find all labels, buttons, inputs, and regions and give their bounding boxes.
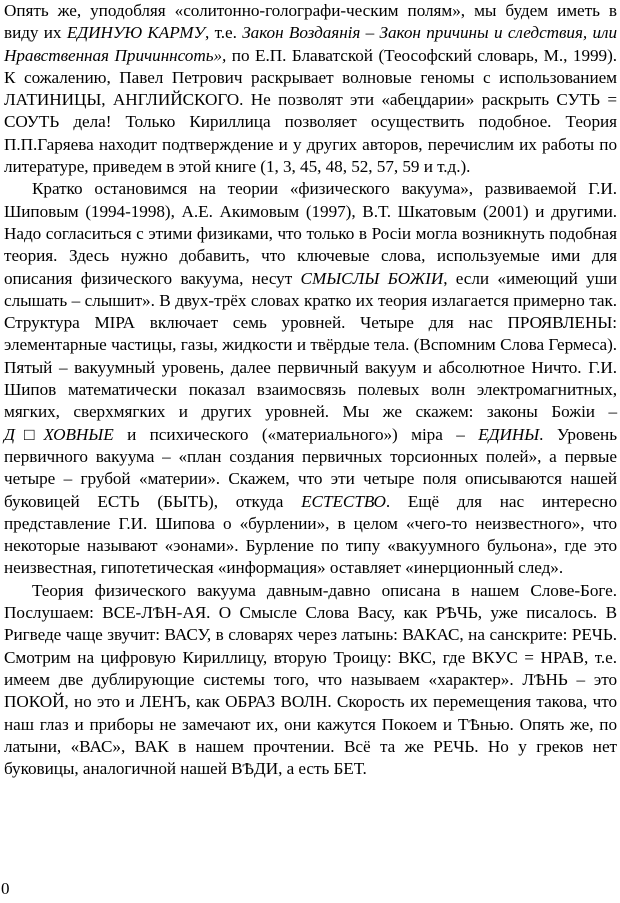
paragraph-1-text: Опять же, уподобляя «солитонно-голографи-ческим полям», мы будем иметь в виду их <box>4 1 617 43</box>
paragraph-1 <box>4 0 617 178</box>
paragraph-2-italic-dukhovnye: Д□ХОВНЫЕ <box>4 424 114 444</box>
document-page <box>4 0 617 780</box>
paragraph-2-text: . Уровень первичного вакуума – «план создания первичных торсионных полей», а первые четыре – грубой «материи». Скажем, что эти четыре поля описываются нашей буковицей ЕСТЬ (БЫТЬ), откуда <box>4 424 617 511</box>
paragraph-2-text: Кратко остановимся на теории «физического вакуума», развиваемой Г.И. Шиповым (1994-1998), А.Е. Акимовым (1997), В.Т. Шкатовым (2001) и другими. Надо согласиться с этими физиками, что только в Росіи могла возникнуть подобная теория. Здесь нужно добавить, что ключевые слова, используемые ими для описания физического вакуума, несут <box>4 179 617 288</box>
paragraph-2-text: и психического («материального») міра – <box>113 424 479 444</box>
paragraph-2 <box>4 178 617 579</box>
paragraph-2-italic-smysly: СМЫСЛЫ БОЖІИ <box>300 268 444 288</box>
paragraph-1-text: , т.е. <box>205 23 243 43</box>
paragraph-1-text: по Е.П. Блаватской (Теософский словарь, М., 1999). К сожалению, Павел Петрович раскрывает волновые геномы с использованием ЛАТИНИЦЫ, АНГЛИЙСКОГО. Не позволят эти «абецдарии» раскрыть СУТЬ = СОУТЬ дела! Только Кириллица позволяет осуществить подобное. Теория П.П.Гаряева находит подтверждение и у других авторов, перечислим их работы по литературе, приведем в этой книге (1, 3, 45, 48, 52, 57, 59 и т.д.). <box>4 45 617 177</box>
paragraph-2-text: . Ещё для нас интересно представление Г.И. Шипова о «бурлении», в целом «чего-то неизвестного», что некоторые называют «эонами». Бурление по типу «вакуумного бульона», где это неизвестная, гипотетическая «информация» оставляет «инерционный след». <box>4 491 617 578</box>
paragraph-2-italic-ediny: ЕДИНЫ <box>478 424 540 444</box>
page-number: 0 <box>1 879 10 898</box>
paragraph-1-italic-karma: ЕДИНУЮ КАРМУ <box>66 23 206 43</box>
paragraph-2-text: , если «имеющий уши слышать – слышит». В двух-трёх словах кратко их теория излагается примерно так. Структура МІРА включает семь уровней. Четыре для нас ПРОЯВЛЕНЫ: элементарные частицы, газы, жидкости и твёрдые тела. (Вспомним Слова Гермеса). Пятый – вакуумный уровень, далее первичный вакуум и абсолютное Ничто. Г.И. Шипов математически показал взаимосвязь полевых волн электромагнитных, мягких, сверхмягких и других уровней. Мы же скажем: законы Божіи – <box>4 268 617 422</box>
paragraph-3-text: Теория физического вакуума давным-давно описана в нашем Слове-Боге. Послушаем: ВСЕ-ЛѢН-АЯ. О Смысле Слова Васу, как РѢЧЬ, уже писалось. В Ригведе чаще звучит: ВАСУ, в словарях через латынь: ВАКАС, на санскрите: РЕЧЬ. Смотрим на цифровую Кириллицу, вторую Троицу: ВКС, где ВКУС = НРАВ, т.е. имеем две дублирующие системы того, что называем «характер». ЛѢНЬ – это ПОКОЙ, но это и ЛЕНЪ, как ОБРАЗ ВОЛН. Скорость их перемещения такова, что наш глаз и приборы не замечают их, они кажутся Покоем и ТѢнью. Опять же, по латыни, «ВАС», ВАК в нашем прочтении. Всё та же РЕЧЬ. Но у греков нет буковицы, аналогичной нашей ВѢДИ, а есть БЕТ. <box>4 580 617 779</box>
paragraph-2-italic-estestvo: ЕСТЕСТВО <box>301 491 386 511</box>
paragraph-3 <box>4 580 617 781</box>
paragraph-1-italic-law: Закон Воздаянія – Закон причины и следствия, или Нравственная Причиннсоть», <box>4 23 618 65</box>
